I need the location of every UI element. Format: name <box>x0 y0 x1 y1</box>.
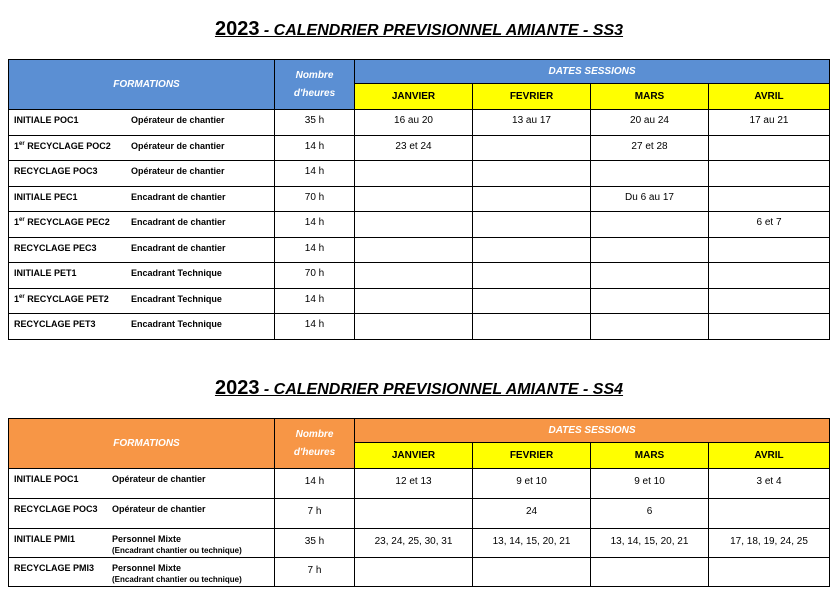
table-row <box>9 314 830 340</box>
session-cell <box>473 288 591 314</box>
hours-cell: 14 h <box>275 135 355 161</box>
session-cell <box>473 237 591 263</box>
formation-code-prefix: INITIALE POC1 <box>14 115 79 125</box>
formation-cell <box>9 314 275 340</box>
table-row <box>9 161 830 187</box>
table-row <box>9 288 830 314</box>
formation-cell <box>9 499 275 529</box>
session-cell: 13, 14, 15, 20, 21 <box>473 529 591 558</box>
formation-role: Encadrant Technique <box>131 268 222 278</box>
session-cell: 13, 14, 15, 20, 21 <box>591 529 709 558</box>
session-cell <box>355 212 473 238</box>
formation-code-sup: er <box>19 140 25 147</box>
session-cell <box>473 314 591 340</box>
formation-cell <box>9 263 275 289</box>
hours-cell: 70 h <box>275 186 355 212</box>
formation-role: Opérateur de chantier <box>131 115 225 125</box>
session-cell <box>473 263 591 289</box>
ss3-hours-header-line1: Nombre <box>295 69 334 81</box>
formation-role: Personnel Mixte <box>112 534 182 544</box>
formation-cell <box>9 237 275 263</box>
session-cell: 27 et 28 <box>591 135 709 161</box>
formation-role: Opérateur de chantier <box>112 474 206 484</box>
session-cell: 17, 18, 19, 24, 25 <box>709 529 830 558</box>
hours-cell: 70 h <box>275 263 355 289</box>
session-cell: 9 et 10 <box>591 469 709 499</box>
formation-role: Opérateur de chantier <box>131 140 225 151</box>
table-row <box>9 186 830 212</box>
formation-role-detail: (Encadrant chantier ou technique) <box>112 575 242 584</box>
formation-code <box>14 141 131 151</box>
session-cell: 12 et 13 <box>355 469 473 499</box>
session-cell <box>473 212 591 238</box>
formation-code <box>14 115 131 125</box>
formation-cell <box>9 161 275 187</box>
formation-code-prefix: 1 <box>14 293 20 304</box>
ss3-month-february: FEVRIER <box>473 84 591 110</box>
session-cell: 17 au 21 <box>709 110 830 136</box>
hours-cell: 14 h <box>275 161 355 187</box>
ss4-title-text: - CALENDRIER PREVISIONNEL AMIANTE - SS4 <box>259 381 624 398</box>
ss4-table-body <box>9 469 830 587</box>
session-cell <box>709 499 830 529</box>
hours-cell: 7 h <box>275 558 355 587</box>
table-row <box>9 529 830 558</box>
ss4-month-february: FEVRIER <box>473 443 591 469</box>
session-cell <box>709 558 830 587</box>
formation-code: RECYCLAGE POC3 <box>14 504 98 514</box>
ss3-calendar-table <box>8 59 830 340</box>
session-cell <box>355 237 473 263</box>
session-cell <box>709 186 830 212</box>
formation-cell <box>9 288 275 314</box>
session-cell <box>709 237 830 263</box>
session-cell <box>355 288 473 314</box>
formation-code-sup: er <box>19 293 25 300</box>
ss3-month-january: JANVIER <box>355 84 473 110</box>
ss4-title-year: 2023 <box>214 377 260 399</box>
ss4-title <box>0 377 838 400</box>
session-cell <box>473 558 591 587</box>
hours-cell: 35 h <box>275 529 355 558</box>
hours-cell: 14 h <box>275 288 355 314</box>
formation-code-rest: RECYCLAGE PEC2 <box>24 217 110 227</box>
table-row <box>9 237 830 263</box>
ss4-formations-header: FORMATIONS <box>9 419 275 469</box>
table-row <box>9 558 830 587</box>
ss4-hours-header <box>275 419 355 469</box>
session-cell <box>591 212 709 238</box>
session-cell <box>355 161 473 187</box>
session-cell <box>591 314 709 340</box>
session-cell: 16 au 20 <box>355 110 473 136</box>
formation-code-prefix: 1 <box>14 140 20 151</box>
formation-code <box>14 319 131 329</box>
formation-role: Encadrant Technique <box>131 293 222 304</box>
session-cell: Du 6 au 17 <box>591 186 709 212</box>
session-cell: 6 et 7 <box>709 212 830 238</box>
ss4-month-april: AVRIL <box>709 443 830 469</box>
formation-code-prefix: INITIALE PET1 <box>14 268 77 278</box>
formation-cell <box>9 135 275 161</box>
session-cell: 9 et 10 <box>473 469 591 499</box>
formation-cell <box>9 469 275 499</box>
hours-cell: 35 h <box>275 110 355 136</box>
hours-cell: 14 h <box>275 469 355 499</box>
session-cell: 23 et 24 <box>355 135 473 161</box>
session-cell: 23, 24, 25, 30, 31 <box>355 529 473 558</box>
ss3-dates-header: DATES SESSIONS <box>355 60 830 84</box>
formation-code-prefix: RECYCLAGE PEC3 <box>14 242 97 253</box>
session-cell <box>709 135 830 161</box>
formation-code <box>14 217 131 227</box>
session-cell <box>355 314 473 340</box>
formation-role: Encadrant de chantier <box>131 242 226 253</box>
ss3-month-march: MARS <box>591 84 709 110</box>
ss3-hours-header <box>275 60 355 110</box>
ss3-hours-header-line2: d'heures <box>293 87 336 99</box>
session-cell <box>591 558 709 587</box>
formation-code <box>14 268 131 278</box>
session-cell <box>709 314 830 340</box>
formation-role: Encadrant de chantier <box>131 191 226 202</box>
ss3-month-april: AVRIL <box>709 84 830 110</box>
formation-role: Encadrant de chantier <box>131 217 226 227</box>
table-row <box>9 263 830 289</box>
formation-role: Encadrant Technique <box>131 319 222 329</box>
session-cell <box>591 288 709 314</box>
session-cell <box>355 186 473 212</box>
session-cell <box>591 263 709 289</box>
session-cell <box>473 161 591 187</box>
formation-code-prefix: RECYCLAGE PET3 <box>14 319 96 329</box>
ss4-calendar-table <box>8 418 830 587</box>
formation-code: RECYCLAGE PMI3 <box>14 563 95 573</box>
session-cell: 20 au 24 <box>591 110 709 136</box>
ss4-hours-header-line2: d'heures <box>293 446 336 458</box>
formation-cell <box>9 212 275 238</box>
session-cell <box>591 161 709 187</box>
ss3-table-body <box>9 110 830 340</box>
ss3-title-year: 2023 <box>214 18 260 40</box>
formation-code-prefix: INITIALE PEC1 <box>14 191 78 202</box>
formation-role: Opérateur de chantier <box>112 504 206 514</box>
formation-code <box>14 243 131 253</box>
table-row <box>9 135 830 161</box>
formation-role: Personnel Mixte <box>112 563 182 573</box>
session-cell <box>709 288 830 314</box>
session-cell <box>355 263 473 289</box>
session-cell <box>591 237 709 263</box>
formation-code: INITIALE PMI1 <box>14 534 76 544</box>
formation-code-rest: RECYCLAGE POC2 <box>24 140 111 151</box>
session-cell <box>709 263 830 289</box>
formation-code <box>14 294 131 304</box>
formation-role-detail: (Encadrant chantier ou technique) <box>112 546 242 555</box>
session-cell: 6 <box>591 499 709 529</box>
hours-cell: 14 h <box>275 237 355 263</box>
formation-cell <box>9 110 275 136</box>
session-cell <box>355 499 473 529</box>
ss4-dates-header: DATES SESSIONS <box>355 419 830 443</box>
table-row <box>9 110 830 136</box>
formation-code-sup: er <box>19 217 25 223</box>
formation-cell <box>9 186 275 212</box>
session-cell <box>473 135 591 161</box>
session-cell: 24 <box>473 499 591 529</box>
ss3-title <box>0 18 838 41</box>
ss4-month-march: MARS <box>591 443 709 469</box>
formation-cell <box>9 558 275 587</box>
session-cell: 3 et 4 <box>709 469 830 499</box>
formation-code-rest: RECYCLAGE PET2 <box>24 293 109 304</box>
table-row <box>9 469 830 499</box>
hours-cell: 7 h <box>275 499 355 529</box>
ss3-formations-header: FORMATIONS <box>9 60 275 110</box>
formation-code-prefix: RECYCLAGE POC3 <box>14 166 98 176</box>
formation-cell <box>9 529 275 558</box>
formation-code: INITIALE POC1 <box>14 474 79 484</box>
ss4-month-january: JANVIER <box>355 443 473 469</box>
hours-cell: 14 h <box>275 212 355 238</box>
session-cell <box>709 161 830 187</box>
formation-code <box>14 192 131 202</box>
session-cell: 13 au 17 <box>473 110 591 136</box>
session-cell <box>355 558 473 587</box>
session-cell <box>473 186 591 212</box>
formation-code <box>14 166 131 176</box>
hours-cell: 14 h <box>275 314 355 340</box>
ss3-title-text: - CALENDRIER PREVISIONNEL AMIANTE - SS3 <box>259 22 624 39</box>
formation-role: Opérateur de chantier <box>131 166 225 176</box>
table-row <box>9 499 830 529</box>
table-row <box>9 212 830 238</box>
ss4-hours-header-line1: Nombre <box>295 428 334 440</box>
formation-code-prefix: 1 <box>14 217 20 227</box>
